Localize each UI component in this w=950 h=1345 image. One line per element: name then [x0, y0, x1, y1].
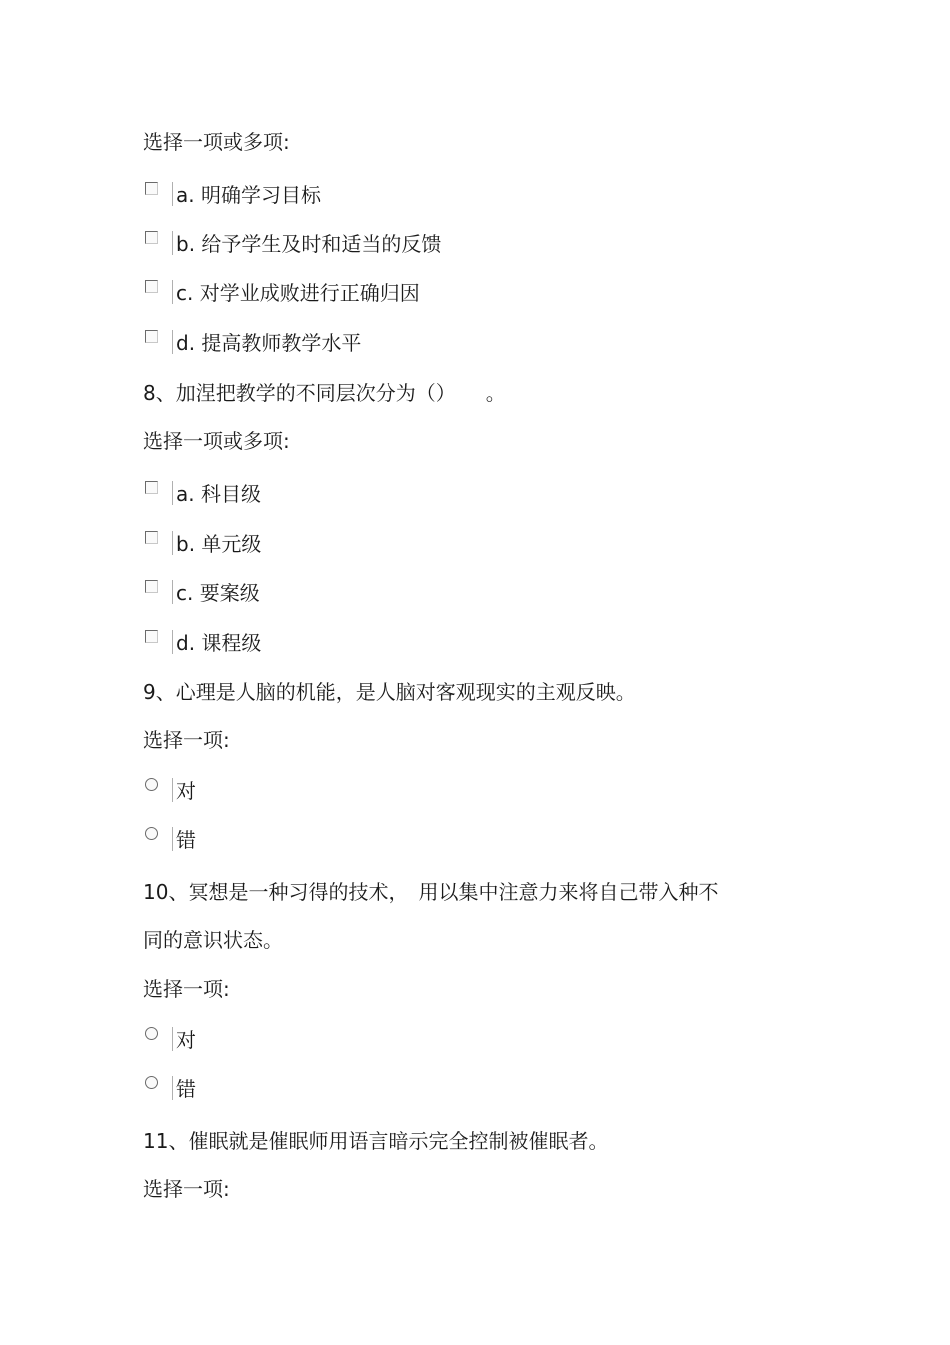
q7-instruction: 选择一项或多项:	[143, 130, 290, 154]
option-label: c. 对学业成败进行正确归因	[176, 281, 420, 305]
option-label: 错	[176, 828, 196, 852]
checkbox[interactable]	[145, 330, 158, 343]
divider	[172, 182, 173, 206]
q11-question: 11、催眠就是催眠师用语言暗示完全控制被催眠者。	[143, 1129, 609, 1153]
option-label: c. 要案级	[176, 581, 260, 605]
q10-question-line2: 同的意识状态。	[143, 928, 283, 952]
divider	[172, 280, 173, 304]
q8-instruction: 选择一项或多项:	[143, 429, 290, 453]
option-label: a. 明确学习目标	[176, 183, 321, 207]
option-label: d. 提高教师教学水平	[176, 331, 362, 355]
option-label: 错	[176, 1077, 196, 1101]
option-label: d. 课程级	[176, 631, 262, 655]
checkbox[interactable]	[145, 182, 158, 195]
divider	[172, 330, 173, 354]
divider	[172, 1076, 173, 1100]
divider	[172, 531, 173, 555]
checkbox[interactable]	[145, 580, 158, 593]
divider	[172, 827, 173, 851]
q9-question: 9、心理是人脑的机能，是人脑对客观现实的主观反映。	[143, 680, 636, 704]
divider	[172, 778, 173, 802]
radio-button[interactable]	[145, 1076, 158, 1089]
q10-instruction: 选择一项:	[143, 977, 230, 1001]
q8-question: 8、加涅把教学的不同层次分为（） 。	[143, 381, 506, 405]
divider	[172, 630, 173, 654]
radio-button[interactable]	[145, 778, 158, 791]
q10-question-line1: 10、冥想是一种习得的技术， 用以集中注意力来将自己带入种不	[143, 880, 719, 904]
checkbox[interactable]	[145, 630, 158, 643]
option-label: 对	[176, 779, 196, 803]
checkbox[interactable]	[145, 231, 158, 244]
checkbox[interactable]	[145, 531, 158, 544]
divider	[172, 481, 173, 505]
divider	[172, 231, 173, 255]
divider	[172, 1027, 173, 1051]
q9-instruction: 选择一项:	[143, 728, 230, 752]
q11-instruction: 选择一项:	[143, 1177, 230, 1201]
option-label: 对	[176, 1028, 196, 1052]
option-label: a. 科目级	[176, 482, 261, 506]
option-label: b. 单元级	[176, 532, 262, 556]
checkbox[interactable]	[145, 481, 158, 494]
option-label: b. 给予学生及时和适当的反馈	[176, 232, 442, 256]
radio-button[interactable]	[145, 827, 158, 840]
checkbox[interactable]	[145, 280, 158, 293]
divider	[172, 580, 173, 604]
radio-button[interactable]	[145, 1027, 158, 1040]
